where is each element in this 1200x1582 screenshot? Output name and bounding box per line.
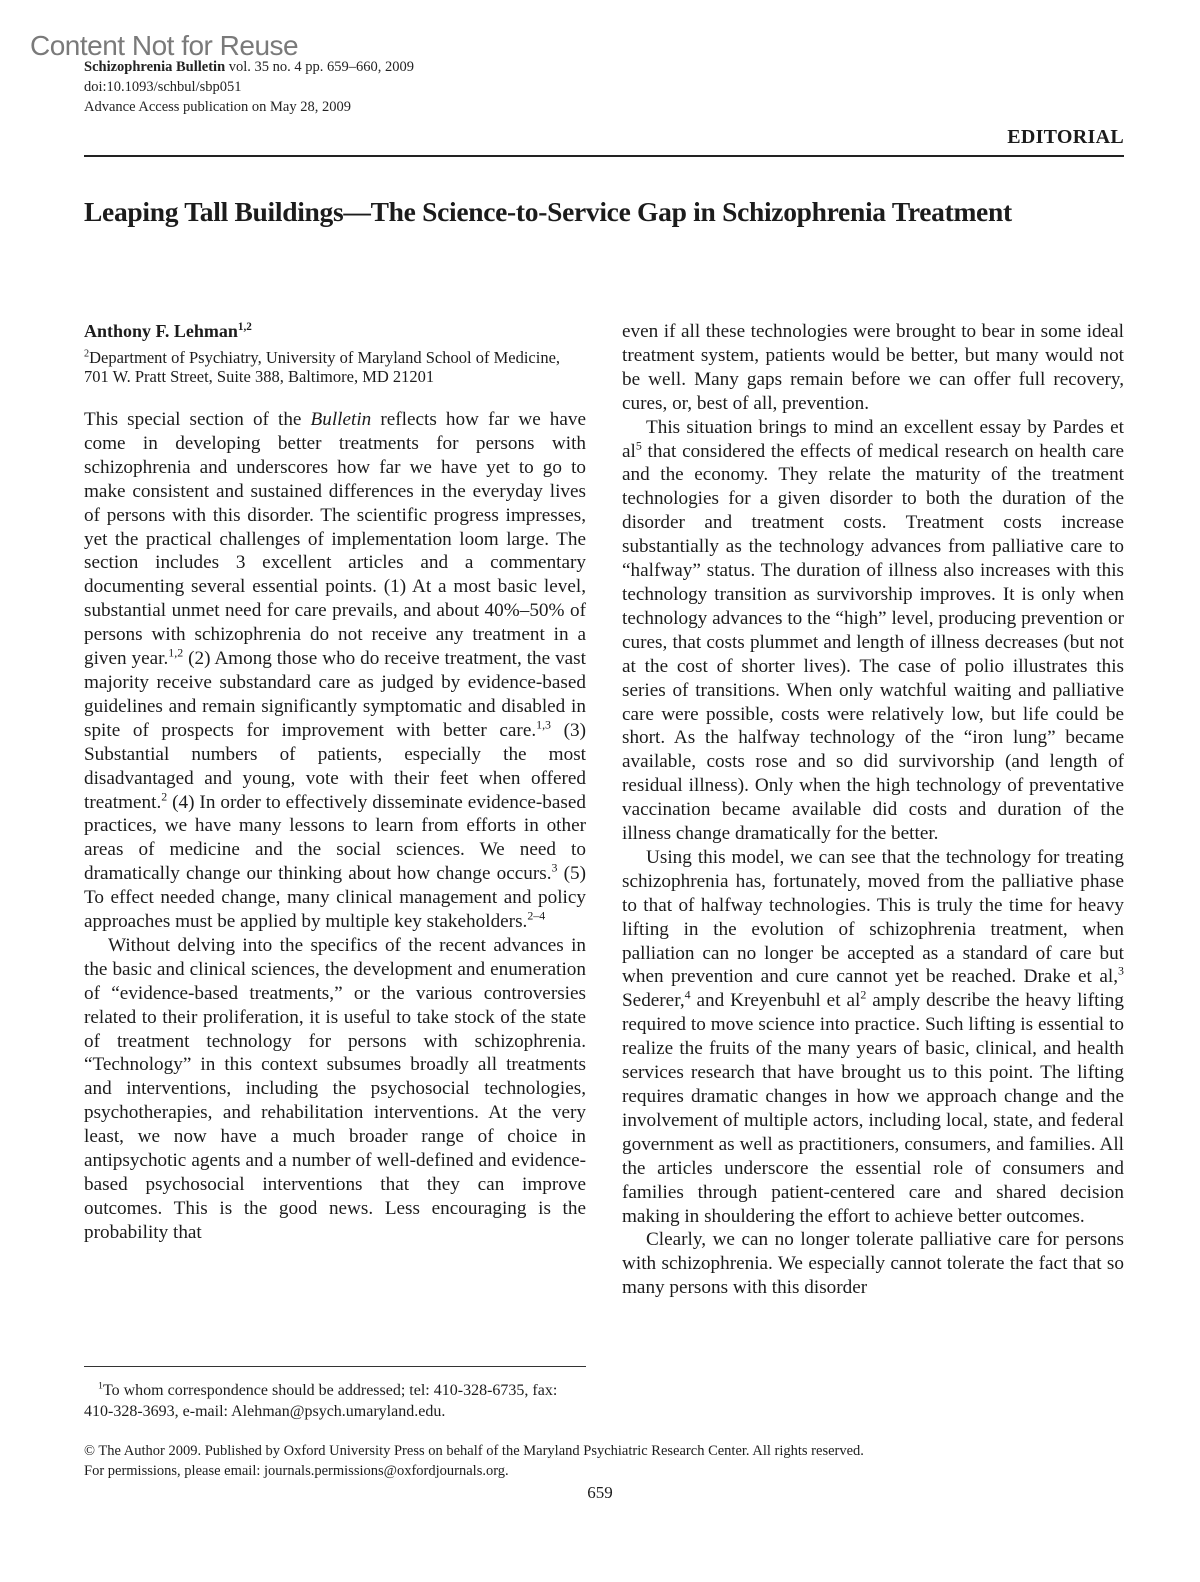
citation-ref[interactable]: 2–4 <box>527 908 546 923</box>
author-affiliation <box>84 348 586 386</box>
journal-volume: vol. 35 no. 4 pp. 659–660, 2009 <box>225 59 415 75</box>
citation-ref[interactable]: 5 <box>635 438 642 453</box>
watermark: Content Not for Reuse <box>30 30 299 61</box>
text: (3) Substantial numbers of patients, especially the most disadvantaged and young, vote with their feet when offered treatment. <box>84 719 586 813</box>
citation-ref[interactable]: 3 <box>1118 964 1124 979</box>
footnote-divider <box>84 1366 586 1367</box>
affiliation-text: Department of Psychiatry, University of Maryland School of Medicine, 701 W. Pratt Street, Suite 388, Baltimore, MD 21201 <box>84 348 561 386</box>
journal-meta <box>84 57 414 117</box>
text: that considered the effects of medical research on health care and the economy. They relate the maturity of the treatment technologies for a given disorder to both the duration of the disorder and treatment costs. Treatment costs increase substantially as the technology advances from palliative care to “halfway” status. The duration of illness also increases with this technology transition as survivorship improves. It is only when technology advances to the “high” level, producing prevention or cures, that costs plummet and length of illness decreases (but not at the cost of shorter lives). The case of polio illustrates this series of transitions. When only watchful waiting and palliative care were possible, costs were relatively low, but life could be short. As the halfway technology of the “iron lung” became available, costs rose and so did survivorship (and length of residual illness). Only when the high technology of preventative vaccination became available did costs and duration of the illness change dramatically for the better. <box>622 440 1124 845</box>
page-number: 659 <box>587 1483 613 1502</box>
paragraph <box>84 408 586 934</box>
paragraph: Without delving into the specifics of the recent advances in the basic and clinical sciences, the development and enumeration of “evidence-based treatments,” or the various controversies related to their proliferation, it is useful to take stock of the state of treatment technology for persons with schizophrenia. “Technology” in this context subsumes broadly all treatments and interventions, including the psychosocial technologies, psychotherapies, and rehabilitation interventions. At the very least, we now have a much broader range of choice in antipsychotic agents and a number of well-defined and evidence-based psychosocial interventions that they can improve outcomes. This is the good news. Less encouraging is the probability that <box>84 934 586 1243</box>
header-divider <box>84 155 1124 157</box>
footnote-marker: 1 <box>98 1380 103 1392</box>
paragraph: even if all these technologies were brought to bear in some ideal treatment system, patients would be better, but many would not be well. Many gaps remain before we can offer full recovery, cures, or, best of all, prevention. <box>622 321 1124 414</box>
correspondence-footnote <box>84 1380 586 1422</box>
citation-ref[interactable]: 2 <box>860 987 867 1002</box>
citation-ref[interactable]: 1,3 <box>536 717 552 732</box>
author-ref: 1,2 <box>237 321 252 333</box>
paragraph <box>622 846 1124 1229</box>
journal-italic: Bulletin <box>310 409 372 430</box>
author-name-text: Anthony F. Lehman <box>84 321 238 341</box>
copyright-notice <box>84 1441 864 1481</box>
citation-ref[interactable]: 2 <box>161 789 168 804</box>
paragraph: Clearly, we can no longer tolerate palliative care for persons with schizophrenia. We especially cannot tolerate the fact that so many persons with this disorder <box>622 1229 1124 1299</box>
affiliation-ref: 2 <box>84 348 90 360</box>
doi: doi:10.1093/schbul/sbp051 <box>84 79 242 95</box>
text: (2) Among those who do receive treatment, the vast majority receive substandard care as judged by evidence-based guidelines and remain significantly symptomatic and disabled in spite of prospects for improvement with better care. <box>84 648 586 741</box>
right-column <box>622 320 1124 1300</box>
paragraph <box>622 416 1124 846</box>
author-name <box>84 320 586 342</box>
citation-ref[interactable]: 4 <box>684 987 691 1002</box>
left-column <box>84 320 586 1245</box>
journal-citation <box>84 57 414 77</box>
text: Using this model, we can see that the technology for treating schizophrenia has, fortunately, moved from the palliative phase to that of halfway technologies. This is truly the time for heavy lifting in the evolution of schizophrenia treatment, when palliation can no longer be accepted as a standard of care but when prevention and cure cannot yet be reached. Drake et al, <box>622 846 1124 988</box>
citation-ref[interactable]: 3 <box>551 860 558 875</box>
text: (5) To effect needed change, many clinical management and policy approaches must be applied by multiple key stakeholders. <box>84 863 587 933</box>
text: (4) In order to effectively disseminate evidence-based practices, we have many lessons to learn from efforts in other areas of medicine and the social sciences. We need to dramatically change our thinking about how change occurs. <box>84 791 586 885</box>
copyright-line: © The Author 2009. Published by Oxford University Press on behalf of the Maryland Psychiatric Research Center. All rights reserved. <box>84 1443 864 1459</box>
section-label: EDITORIAL <box>1007 126 1124 148</box>
citation-ref[interactable]: 1,2 <box>168 645 184 660</box>
advance-access: Advance Access publication on May 28, 2009 <box>84 99 351 115</box>
text: amply describe the heavy lifting required to move science into practice. Such lifting is essential to realize the fruits of the many years of basic, clinical, and health services research that have brought us to this point. The lifting requires dramatic changes in how we approach change and the involvement of multiple actors, including local, state, and federal government as well as practitioners, consumers, and families. All the articles underscore the essential role of consumers and families through patient-centered care and shared decision making in shouldering the effort to achieve better outcomes. <box>622 990 1124 1227</box>
text: reflects how far we have come in developing better treatments for persons with schizophrenia and underscores how far we have yet to go to make consistent and sustained differences in the everyday lives of persons with this disorder. The scientific progress impresses, yet the practical challenges of implementation loom large. The section includes 3 excellent articles and a commentary documenting several essential points. (1) At a most basic level, substantial unmet need for care prevails, and about 40%–50% of persons with schizophrenia do not receive any treatment in a given year. <box>84 409 586 670</box>
journal-name: Schizophrenia Bulletin <box>84 59 226 75</box>
text: Sederer, <box>622 990 685 1012</box>
footnote-text: To whom correspondence should be addressed; tel: 410-328-6735, fax: 410-328-3693, e-mail: Alehman@psych.umaryland.edu. <box>84 1382 558 1420</box>
permissions-line: For permissions, please email: journals.permissions@oxfordjournals.org. <box>84 1463 509 1479</box>
text: This situation brings to mind an excellent essay by Pardes et al <box>622 416 1124 462</box>
text: This special section of the <box>84 409 311 430</box>
article-title: Leaping Tall Buildings—The Science-to-Service Gap in Schizophrenia Treatment <box>84 196 1012 227</box>
text: and Kreyenbuhl et al <box>690 990 861 1012</box>
